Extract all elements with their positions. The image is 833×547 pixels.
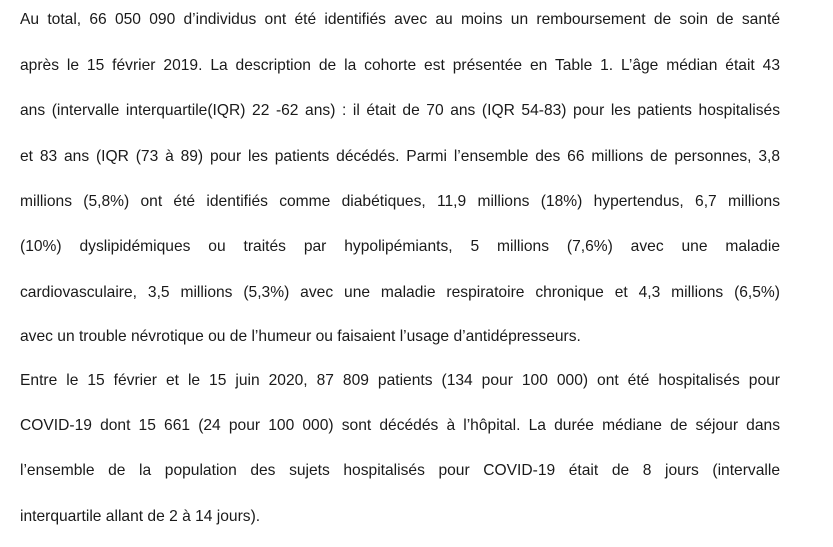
- text-line: cardiovasculaire, 3,5 millions (5,3%) avec une maladie respiratoire chronique et 4,3 millions (6,5%): [20, 284, 780, 301]
- text-line: millions (5,8%) ont été identifiés comme diabétiques, 11,9 millions (18%) hypertendus, 6,7 millions: [20, 193, 780, 210]
- text-line: Au total, 66 050 090 d’individus ont été identifiés avec au moins un remboursement de soin de santé: [20, 11, 780, 28]
- text-line: et 83 ans (IQR (73 à 89) pour les patients décédés. Parmi l’ensemble des 66 millions de personnes, 3,8: [20, 148, 780, 165]
- text-line: COVID-19 dont 15 661 (24 pour 100 000) sont décédés à l’hôpital. La durée médiane de séjour dans: [20, 417, 780, 434]
- text-line: après le 15 février 2019. La description de la cohorte est présentée en Table 1. L’âge médian était 43: [20, 57, 780, 74]
- text-line: (10%) dyslipidémiques ou traités par hypolipémiants, 5 millions (7,6%) avec une maladie: [20, 238, 780, 255]
- text-line: ans (intervalle interquartile(IQR) 22 -62 ans) : il était de 70 ans (IQR 54-83) pour les patients hospitalisés: [20, 102, 780, 119]
- text-line: Entre le 15 février et le 15 juin 2020, 87 809 patients (134 pour 100 000) ont été hospitalisés pour: [20, 372, 780, 389]
- text-line: l’ensemble de la population des sujets hospitalisés pour COVID-19 était de 8 jours (intervalle: [20, 462, 780, 479]
- text-line: avec un trouble névrotique ou de l’humeur ou faisaient l’usage d’antidépresseurs.: [20, 328, 581, 345]
- text-line: interquartile allant de 2 à 14 jours).: [20, 508, 261, 525]
